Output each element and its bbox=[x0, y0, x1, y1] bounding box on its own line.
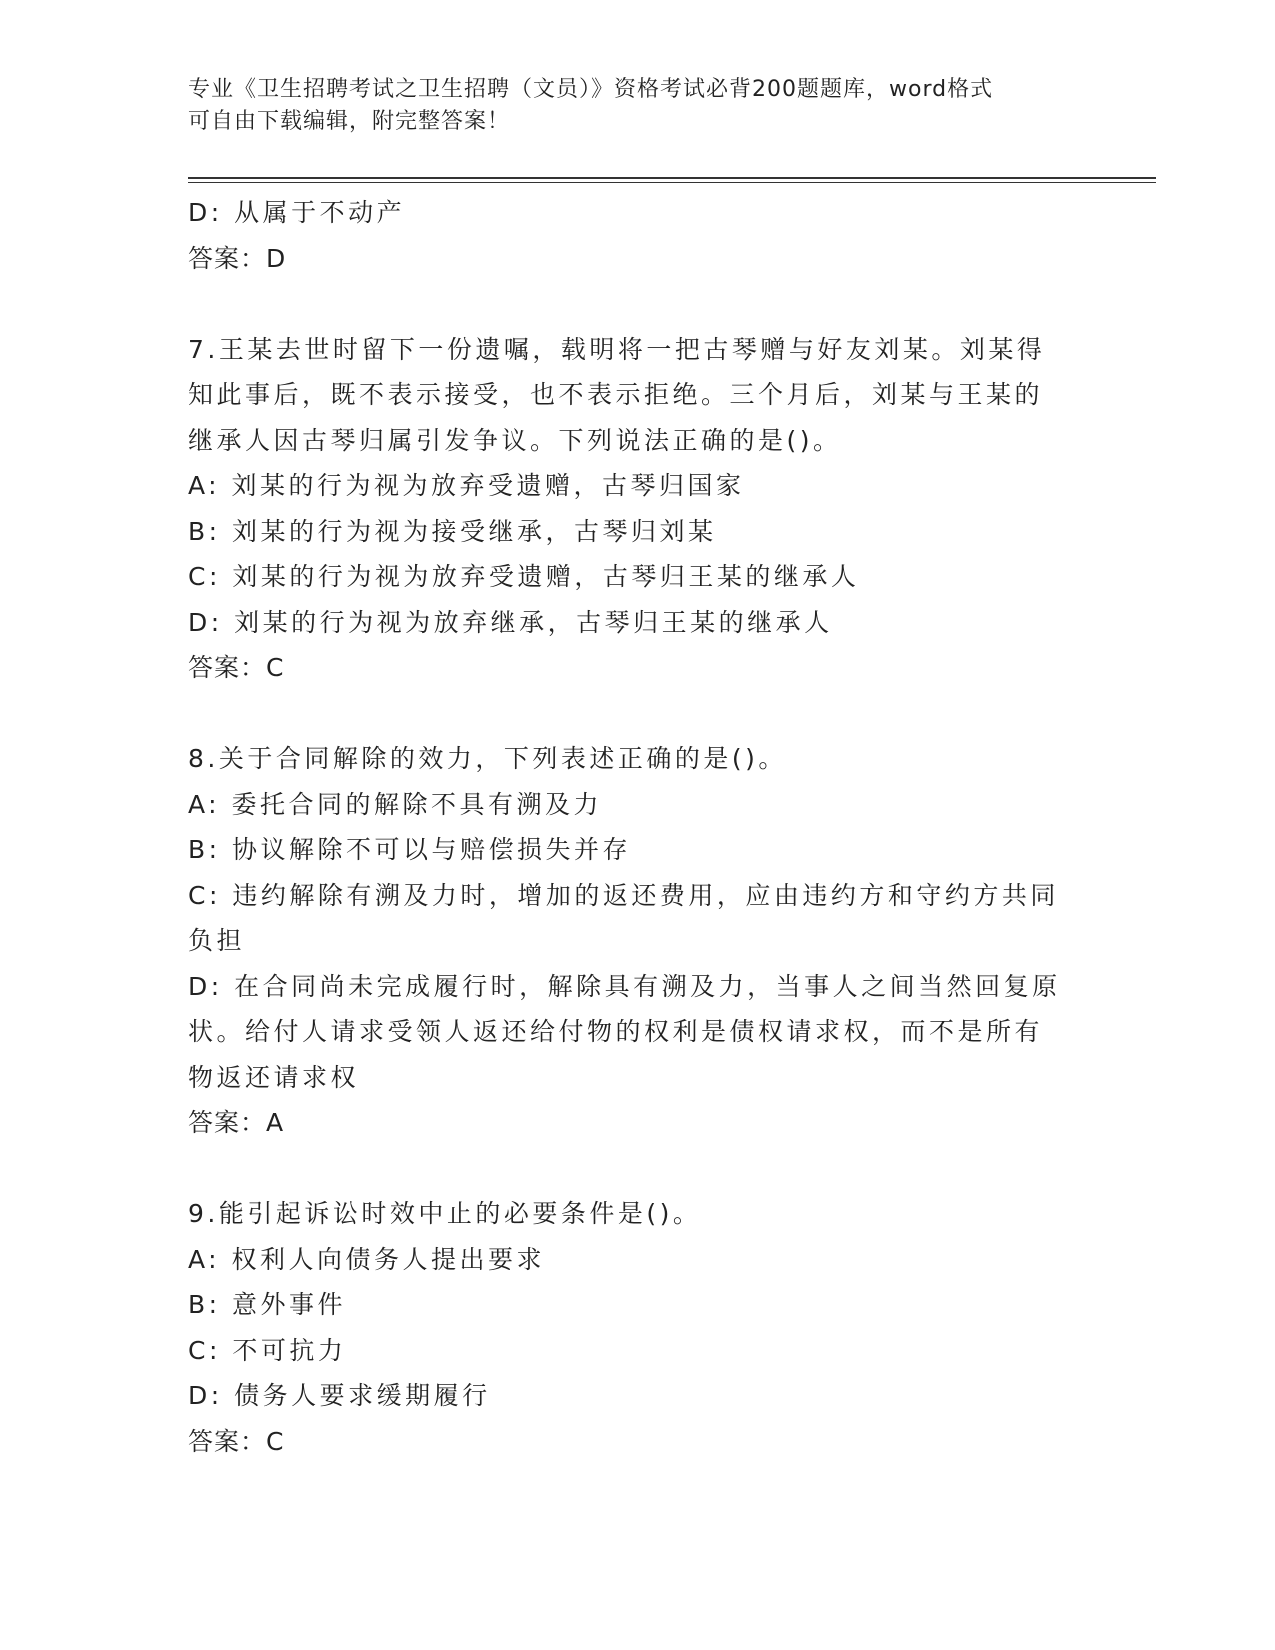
question-stem-line: 继承人因古琴归属引发争议。下列说法正确的是()。 bbox=[188, 425, 842, 455]
question-answer: 答案：A bbox=[188, 1108, 285, 1137]
option-c-continued: 负担 bbox=[188, 926, 246, 955]
question-answer: 答案：C bbox=[188, 1426, 285, 1456]
document-header bbox=[188, 74, 1088, 138]
header-divider-thin bbox=[188, 182, 1156, 183]
option-a: A: 委托合同的解除不具有溯及力 bbox=[188, 789, 603, 819]
question-answer: 答案：C bbox=[188, 653, 285, 682]
option-c: C: 违约解除有溯及力时，增加的返还费用，应由违约方和守约方共同 bbox=[188, 880, 1059, 910]
question-spacer bbox=[188, 1146, 1088, 1192]
option-b: B: 刘某的行为视为接受继承，古琴归刘某 bbox=[188, 516, 717, 546]
option-d: D: 在合同尚未完成履行时，解除具有溯及力，当事人之间当然回复原 bbox=[188, 971, 1061, 1001]
option-d: D: 刘某的行为视为放弃继承，古琴归王某的继承人 bbox=[188, 607, 833, 637]
header-divider-thick bbox=[188, 177, 1156, 179]
question-stem-line: 7.王某去世时留下一份遗嘱，载明将一把古琴赠与好友刘某。刘某得 bbox=[188, 334, 1046, 364]
option-d-continued: 状。给付人请求受领人返还给付物的权利是债权请求权，而不是所有 bbox=[188, 1017, 1044, 1046]
option-d: D: 债务人要求缓期履行 bbox=[188, 1381, 491, 1410]
question-9 bbox=[188, 1191, 1088, 1464]
option-c: C: 刘某的行为视为放弃受遗赠，古琴归王某的继承人 bbox=[188, 562, 860, 591]
question-spacer bbox=[188, 691, 1088, 737]
question-7 bbox=[188, 327, 1088, 691]
option-c: C: 不可抗力 bbox=[188, 1335, 347, 1365]
header-title-line-1: 专业《卫生招聘考试之卫生招聘（文员）》资格考试必背200题题库，word格式 bbox=[188, 77, 994, 102]
question-stem-line: 知此事后，既不表示接受，也不表示拒绝。三个月后，刘某与王某的 bbox=[188, 380, 1044, 409]
header-title-line-2: 可自由下载编辑，附完整答案！ bbox=[188, 109, 511, 134]
question-spacer bbox=[188, 281, 1088, 327]
option-b: B: 协议解除不可以与赔偿损失并存 bbox=[188, 835, 632, 864]
question-8 bbox=[188, 736, 1088, 1146]
question-stem-line: 8.关于合同解除的效力，下列表述正确的是()。 bbox=[188, 744, 787, 773]
question-content bbox=[188, 190, 1088, 1464]
option-d-continued: 物返还请求权 bbox=[188, 1062, 360, 1092]
option-a: A: 权利人向债务人提出要求 bbox=[188, 1244, 546, 1274]
prev-question-answer: 答案：D bbox=[188, 243, 287, 273]
prev-question-option-d: D: 从属于不动产 bbox=[188, 198, 406, 227]
option-a: A: 刘某的行为视为放弃受遗赠，古琴归国家 bbox=[188, 471, 745, 500]
option-b: B: 意外事件 bbox=[188, 1290, 347, 1319]
question-stem-line: 9.能引起诉讼时效中止的必要条件是()。 bbox=[188, 1199, 702, 1228]
